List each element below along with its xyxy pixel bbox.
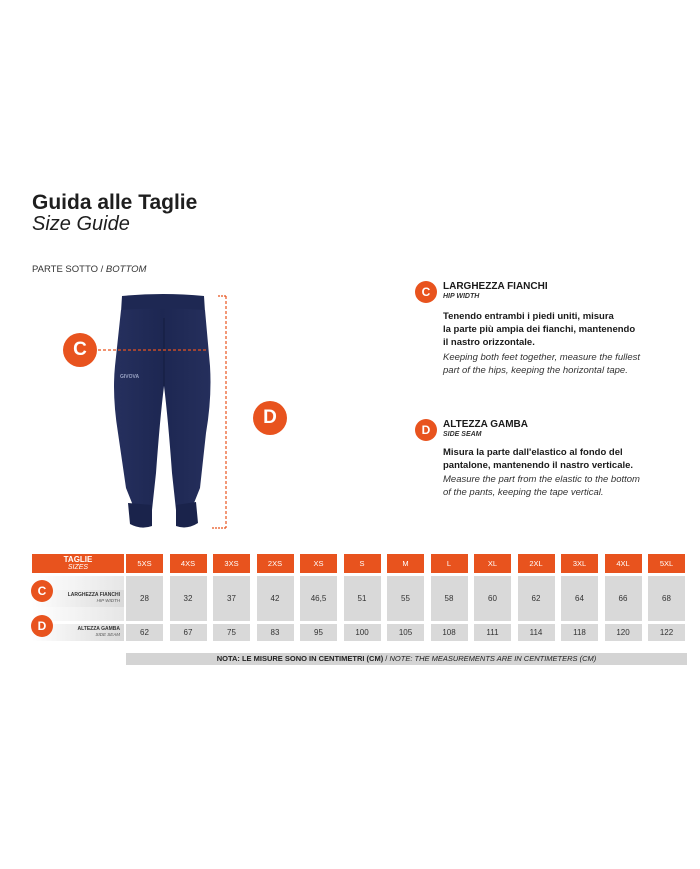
row-badge-d: D xyxy=(31,615,53,637)
table-cell: 114 xyxy=(518,624,555,641)
page-subtitle: Size Guide xyxy=(32,213,130,235)
row-spacer-cell xyxy=(387,607,424,621)
row-spacer-cell xyxy=(431,607,468,621)
side-seam-description xyxy=(415,419,685,509)
size-header-cell: 5XS xyxy=(126,554,163,573)
table-cell: 95 xyxy=(300,624,337,641)
size-header-cell: 2XS xyxy=(257,554,294,573)
row-spacer-cell xyxy=(300,576,337,590)
note-separator: / xyxy=(383,654,390,663)
page-title: Guida alle Taglie xyxy=(32,191,198,214)
row-spacer-cell xyxy=(170,607,207,621)
row-label-text xyxy=(68,592,120,604)
badge-d-small: D xyxy=(415,419,437,441)
note-it: NOTA: LE MISURE SONO IN CENTIMETRI (CM) xyxy=(216,654,384,663)
note-en: NOTE: THE MEASUREMENTS ARE IN CENTIMETERS (CM) xyxy=(389,654,597,663)
sizes-header-en: SIZES xyxy=(67,564,89,571)
row-spacer-cell xyxy=(387,576,424,590)
size-header-cell: M xyxy=(387,554,424,573)
table-cell: 108 xyxy=(431,624,468,641)
row-spacer-cell xyxy=(518,576,555,590)
table-cell: 62 xyxy=(518,590,555,607)
size-header-cell: 2XL xyxy=(518,554,555,573)
badge-d: D xyxy=(253,401,287,435)
size-header-cell: XL xyxy=(474,554,511,573)
table-cell: 51 xyxy=(344,590,381,607)
size-header-cell: S xyxy=(344,554,381,573)
table-cell: 62 xyxy=(126,624,163,641)
row-spacer-cell xyxy=(344,607,381,621)
size-header-cell: XS xyxy=(300,554,337,573)
badge-c: C xyxy=(63,333,97,367)
size-table xyxy=(32,554,687,666)
pants-illustration xyxy=(60,288,260,533)
hip-width-subtitle: HIP WIDTH xyxy=(443,293,480,300)
row-badge-c: C xyxy=(31,580,53,602)
row-label-main: LARGHEZZA FIANCHI xyxy=(67,592,120,598)
table-cell: 42 xyxy=(257,590,294,607)
table-cell: 68 xyxy=(648,590,685,607)
table-cell: 55 xyxy=(387,590,424,607)
row-label-sub: SIDE SEAM xyxy=(95,632,120,637)
size-header-cell: 4XS xyxy=(170,554,207,573)
side-seam-text-it: Misura la parte dall'elastico al fondo del pantalone, mantenendo il nastro verticale. xyxy=(443,447,634,471)
row-spacer-cell xyxy=(648,607,685,621)
table-cell: 75 xyxy=(213,624,250,641)
row-spacer-cell xyxy=(431,576,468,590)
row-spacer-cell xyxy=(518,607,555,621)
hip-width-title: LARGHEZZA FIANCHI xyxy=(443,281,548,292)
row-spacer-cell xyxy=(561,607,598,621)
hip-width-heading xyxy=(443,281,548,300)
table-cell: 37 xyxy=(213,590,250,607)
row-label-main: ALTEZZA GAMBA xyxy=(77,626,120,632)
brand-mark: GIVOVA xyxy=(120,374,140,380)
row-spacer-cell xyxy=(648,576,685,590)
row-spacer-cell xyxy=(170,576,207,590)
row-label-sub: HIP WIDTH xyxy=(96,598,120,603)
row-spacer-cell xyxy=(257,576,294,590)
table-cell: 58 xyxy=(431,590,468,607)
table-cell: 60 xyxy=(474,590,511,607)
table-cell: 64 xyxy=(561,590,598,607)
sizes-header-label xyxy=(32,554,124,573)
table-cell: 100 xyxy=(344,624,381,641)
size-header-cell: 4XL xyxy=(605,554,642,573)
row-label-text xyxy=(78,626,121,638)
section-label-it: PARTE SOTTO xyxy=(32,264,98,275)
size-header-cell: L xyxy=(431,554,468,573)
row-spacer-cell xyxy=(300,607,337,621)
row-spacer-cell xyxy=(213,576,250,590)
sizes-header-it: TAGLIE xyxy=(63,555,93,564)
size-header-cell: 3XS xyxy=(213,554,250,573)
row-spacer-cell xyxy=(605,607,642,621)
row-spacer-cell xyxy=(126,607,163,621)
hip-width-text-it: Tenendo entrambi i piedi uniti, misura la parte più ampia dei fianchi, mantenendo il nastro orizzontale. xyxy=(443,311,636,348)
section-label-en: BOTTOM xyxy=(105,264,147,275)
side-seam-text-en: Measure the part from the elastic to the bottom of the pants, keeping the tape vertical. xyxy=(443,474,640,498)
row-spacer-cell xyxy=(605,576,642,590)
pants-cuff-left xyxy=(128,503,152,528)
badge-c-small: C xyxy=(415,281,437,303)
table-cell: 120 xyxy=(605,624,642,641)
row-spacer-cell xyxy=(257,607,294,621)
pants-body xyxy=(114,309,211,511)
size-header-cell: 5XL xyxy=(648,554,685,573)
side-seam-subtitle: SIDE SEAM xyxy=(443,431,482,438)
table-cell: 118 xyxy=(561,624,598,641)
row-spacer-cell xyxy=(344,576,381,590)
table-cell: 66 xyxy=(605,590,642,607)
table-cell: 105 xyxy=(387,624,424,641)
table-cell: 83 xyxy=(257,624,294,641)
measurement-note xyxy=(126,653,687,665)
side-seam-title: ALTEZZA GAMBA xyxy=(443,419,528,430)
table-cell: 122 xyxy=(648,624,685,641)
side-seam-heading xyxy=(443,419,528,438)
table-cell: 28 xyxy=(126,590,163,607)
row-spacer-cell xyxy=(126,576,163,590)
size-header-cell: 3XL xyxy=(561,554,598,573)
section-separator: / xyxy=(98,264,106,275)
pants-cuff-right xyxy=(176,502,198,527)
hip-width-text-en: Keeping both feet together, measure the fullest part of the hips, keeping the horizontal tape. xyxy=(443,352,640,376)
row-spacer-cell xyxy=(474,576,511,590)
table-cell: 67 xyxy=(170,624,207,641)
section-label xyxy=(32,264,146,275)
table-cell: 32 xyxy=(170,590,207,607)
hip-width-description xyxy=(415,281,685,381)
table-cell: 46,5 xyxy=(300,590,337,607)
row-spacer-cell xyxy=(213,607,250,621)
row-spacer-cell xyxy=(474,607,511,621)
table-cell: 111 xyxy=(474,624,511,641)
row-spacer-cell xyxy=(561,576,598,590)
